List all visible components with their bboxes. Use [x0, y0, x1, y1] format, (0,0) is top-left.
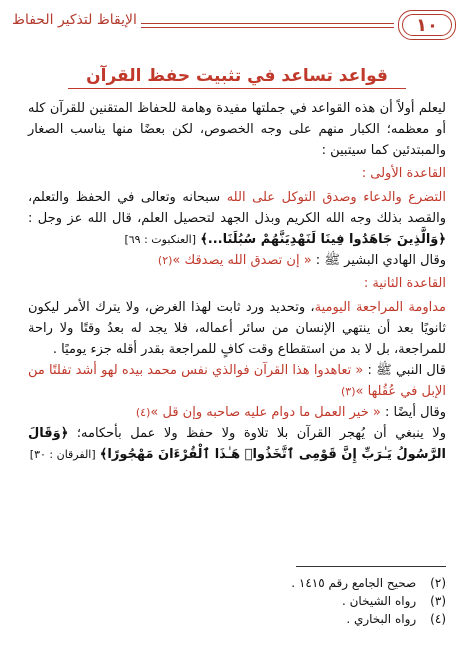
- rule1-heading: القاعدة الأولى :: [361, 166, 446, 181]
- rule1-lead: التضرع والدعاء وصدق التوكل على الله: [226, 190, 447, 205]
- footnote-number: (٢): [430, 576, 446, 590]
- footnote-number: (٣): [430, 594, 446, 608]
- book-title: الإيقاظ لتذكير الحفاظ: [8, 12, 141, 28]
- footnote-number: (٤): [430, 612, 446, 626]
- rule2-hadith1-line: [28, 360, 446, 402]
- section-title: [0, 66, 474, 86]
- footnote-text: رواه البخاري .: [346, 612, 417, 626]
- footnote-text: صحيح الجامع رقم ١٤١٥ .: [291, 576, 417, 590]
- footnote-item: [28, 576, 446, 590]
- page-body: [28, 98, 446, 465]
- section-title-text: قواعد تساعد في تثبيت حفظ القرآن: [68, 66, 406, 89]
- rule2-text: ، وتحديد ورد ثابت لهذا الغرض، ولا يترك الأمر ليكون ثانويًا بعد أن ينتهي الإنسان من سائر أعماله، فلا يجد له بعدُ وقتًا ولا راحة للمراجعة، بل لا بد من استقطاع وقت كافٍ للمراجعة بقدر أقله جزء يوميًا .: [28, 300, 446, 357]
- rule2-hadith2-line: [28, 402, 446, 423]
- intro-paragraph: ليعلم أولاً أن هذه القواعد في جملتها مفيدة وهامة للحفاظ المتقنين للقرآن كله أو معظمه؛ الكبار منهم على وجه الخصوص، لكن بعضًا منها يناسب الصغار والمبتدئين كما سيتبين :: [28, 101, 446, 158]
- footnotes: [28, 576, 446, 630]
- rule1-paragraph: [28, 187, 446, 250]
- rule2-closing-text: ولا ينبغي أن يُهجر القرآن بلا تلاوة ولا حفظ ولا عمل بأحكامه؛: [68, 426, 446, 441]
- rule2-lead: مداومة المراجعة اليومية: [314, 300, 446, 315]
- footnote-text: رواه الشيخان .: [341, 594, 417, 608]
- rule2-closing: [28, 423, 446, 465]
- footnote-item: [28, 612, 446, 626]
- rule2-hadith1-intro: قال النبي ﷺ :: [363, 363, 446, 378]
- rule1-hadith-line: [28, 250, 446, 271]
- rule1-hadith-note: (٢): [157, 254, 173, 267]
- rule2-hadith2-note: (٤): [135, 406, 151, 419]
- rule2-verse: ﴿وَقَالَ الرَّسُولُ يَـٰرَبِّ إِنَّ قَوْمِى ٱتَّخَذُوا۟ هَـٰذَا ٱلْقُرْءَانَ مَهْجُورًا﴾: [28, 426, 446, 462]
- footnote-item: [28, 594, 446, 608]
- rule2-hadith1: « تعاهدوا هذا القرآن فوالذي نفس محمد بيده لهو أشد تفلتًا من الإبل في عُقُلها »: [28, 363, 446, 399]
- rule2-heading: القاعدة الثانية :: [363, 276, 446, 291]
- rule2-verse-ref: [الفرقان : ٣٠]: [29, 448, 96, 461]
- footnote-separator: [296, 566, 446, 567]
- page-header: [8, 8, 464, 44]
- rule2-hadith2-intro: وقال أيضًا :: [380, 405, 446, 420]
- rule1-hadith-intro: وقال الهادي البشير ﷺ :: [311, 253, 446, 268]
- rule2-paragraph: [28, 297, 446, 360]
- rule2-hadith2: « خير العمل ما دوام عليه صاحبه وإن قل »: [150, 405, 381, 420]
- rule1-verse: ﴿وَالَّذِينَ جَاهَدُوا فِينَا لَنَهْدِيَنَّهُمْ سُبُلَنَا...﴾: [200, 232, 446, 247]
- rule1-hadith: « إن تصدق الله يصدقك »: [172, 253, 312, 268]
- page-number-badge: ١٠: [398, 10, 456, 40]
- rule1-text: سبحانه وتعالى في الحفظ والتعلم، والقصد بذلك وجه الله الكريم وبذل الجهد لتحصيل العلم، قال الله عز وجل :: [28, 190, 446, 226]
- rule2-hadith1-note: (٣): [341, 385, 356, 398]
- rule1-verse-ref: [العنكبوت : ٦٩]: [124, 233, 197, 246]
